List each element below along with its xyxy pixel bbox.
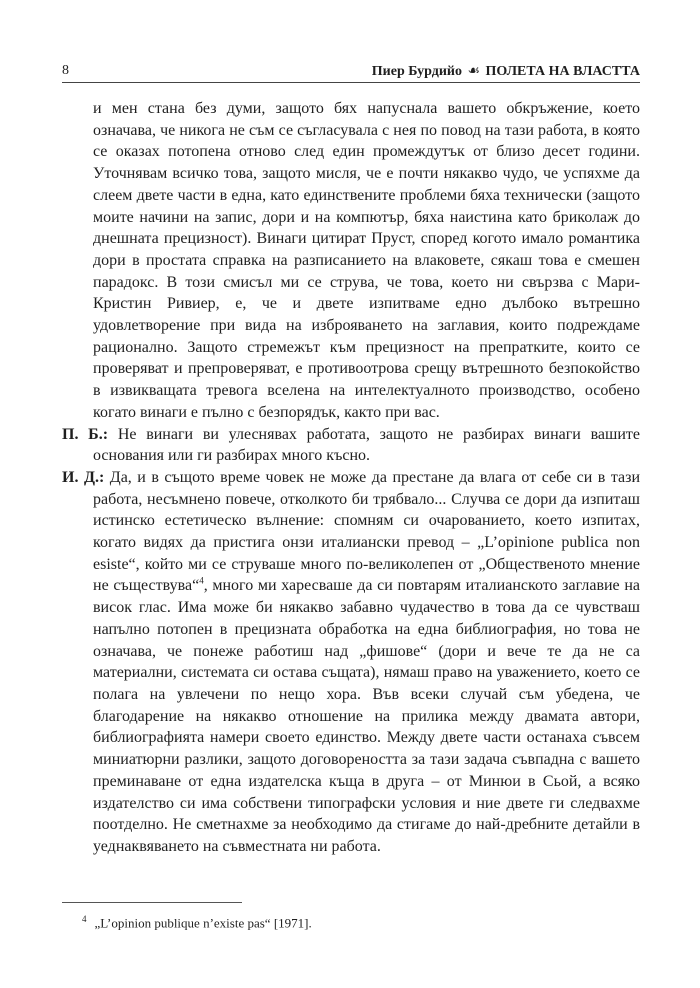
dialogue-text-pb: Не винаги ви улеснявах работата, защото не разбирах винаги вашите основания или ги разбирах много късно. [93, 425, 641, 465]
speaker-label-pb: П. Б. [62, 425, 103, 443]
running-title [372, 63, 640, 80]
footnote-text: „L’opinion publique n’existe pas“ [1971]. [94, 915, 312, 931]
header-book-title: ПОЛЕТА НА ВЛАСТТА [485, 64, 640, 79]
body-text [62, 98, 640, 858]
dialogue-text-id-part2: , много ми харесваше да си повтарям италианското заглавие на висок глас. Има може би някакво забавно чудачество в това да се чувстваш напълно потопен в прецизната обработка на една библиография, но това не означава, че понеже работиш над „фишове“ (дори и вече те да не са материални, системата си остава същата), нямаш право на уважението, което се полага на увлечени по нещо хора. Във всеки случай съм убедена, че благодарение на някакво отношение на прилика между двамата автори, библиографията намери своето единство. Между двете части останаха съвсем миниатюрни разлики, защото договореността за тази задача съвпадна с вашето преминаване от една издателска къща в друга – от Минюи в Сьой, а всяко издателство си има собствени типографски условия и ние двете ги следвахме поотделно. Не сметнахме за необходимо да стигаме до най-дребните детайли в уеднаквяването на съвместната ни работа. [93, 577, 640, 855]
footnote-reference[interactable]: 4 [199, 576, 204, 587]
paragraph-continuation: и мен стана без думи, защото бях напуснала вашето обкръжение, което означава, че никога не съм се съгласувала с нея по повод на тази работа, в която се оказах потопена отново след един промеждутък от близо десет години. Уточнявам всичко това, защото мисля, че е почти някакво чудо, че успяхме да слеем двете части в една, като единствените проблеми бяха технически (защото моите начини на запис, дори и на компютър, бяха наистина като бриколаж до днешната прецизност). Винаги цитират Пруст, според когото имало романтика дори в простата справка на разписанието на влаковете, сякаш това е смешен парадокс. В този смисъл ми се струва, че това, което ни свързва с Мари-Кристин Ривиер, е, че и двете изпитваме едно дълбоко вътрешно удовлетворение при вида на изброяването на заглавия, които подреждаме рационално. Защото стремежът към прецизност на препратките, които се проверяват и препроверяват, е противоотрова срещу вътрешното безпокойство в извикващата тревога вселена на интелектуалното производство, особено когато винаги е пълно с безпорядък, както при вас. [93, 100, 640, 421]
page-number: 8 [62, 63, 69, 78]
ornament-icon: ☙ [467, 64, 481, 79]
footnote-mark: 4 [82, 914, 87, 924]
running-header [62, 60, 640, 83]
header-author: Пиер Бурдийо [371, 64, 462, 79]
dialogue-id: И. Д.: Да, и в същото време човек не може да престане да влага от себе си в тази работа, несъмнено повече, отколкото би трябвало... Случва се дори да изпиташ истинско естетическо вълнение: спомням си очарованието, което изпитах, когато видях да пристига онзи италиански превод – „L’opinione publica non esiste“, който ми се струваше много по-великолепен от „Общественото мнение не съществува“$^4$, много ми харесваше да си повтарям италианското заглавие на висок глас. Има може би някакво забавно чудачество в това да се чувстваш напълно потопен в прецизната обработка на една библиография, но това не означава, че понеже работиш над „фишове“ (дори и вече те да не са материални, системата си остава същата), нямаш право на уважението, което се полага на увлечени по нещо хора. Във всеки случай съм убедена, че благодарение на някакво отношение на прилика между двамата автори, библиографията намери своето единство. Между двете части останаха съвсем миниатюрни разлики, защото договореността за тази задача съвпадна с вашето преминаване от една издателска къща в друга – от Минюи в Сьой, а всяко издателство си има собствени типографски условия и ние двете ги следвахме поотделно. Не сметнахме за необходимо да стигаме до най-дребните детайли в уеднаквяването на съвместната ни работа. [62, 468, 641, 855]
dialogue-pb: П. Б.: Не винаги ви улеснявах работата, защото не разбирах винаги вашите основания или ги разбирах много късно. [62, 425, 641, 465]
footnote-divider [62, 902, 242, 903]
dialogue-text-id-part1: Да, и в същото време човек не може да престане да влага от себе си в тази работа, несъмнено повече, отколкото би трябвало... Случва се дори да изпиташ истинско естетическо вълнение: спомням си очарованието, което изпитах, когато видях да пристига онзи италиански превод – „L’opinione publica non esiste“, който ми се струваше много по-великолепен от „Общественото мнение не съществува“ [93, 468, 641, 595]
footnote [62, 914, 640, 931]
speaker-label-id: И. Д. [62, 468, 99, 486]
